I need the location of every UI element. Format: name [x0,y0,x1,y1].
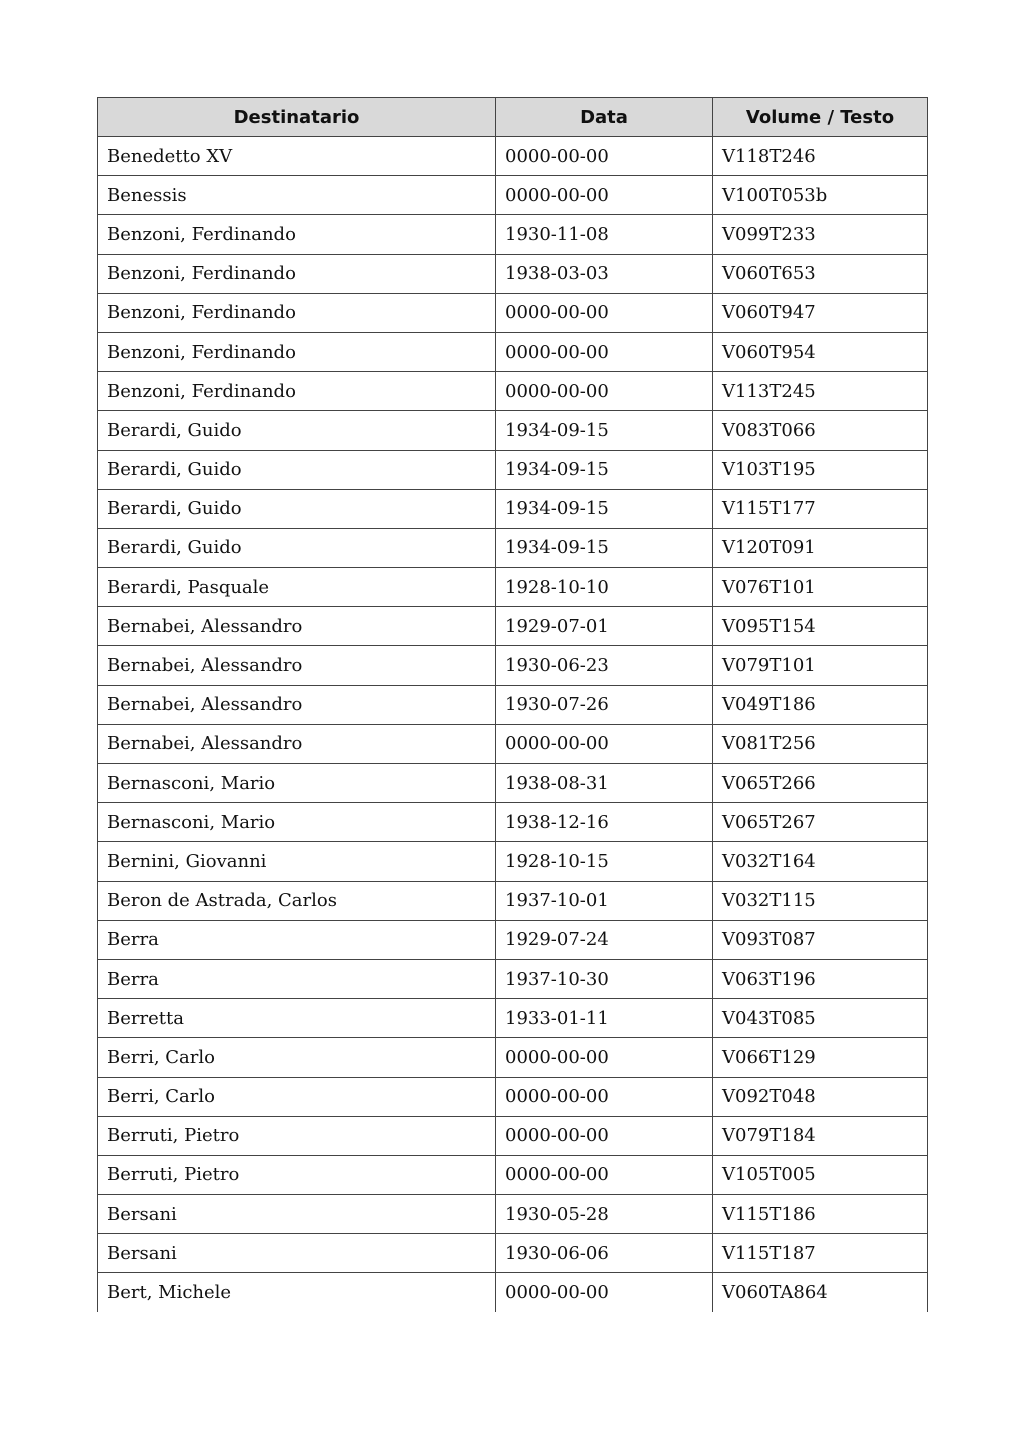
cell-destinatario: Berruti, Pietro [98,1155,496,1194]
cell-volume-testo: V100T053b [713,176,928,215]
cell-destinatario: Benzoni, Ferdinando [98,372,496,411]
cell-destinatario: Berra [98,959,496,998]
cell-data: 0000-00-00 [496,293,713,332]
cell-volume-testo: V118T246 [713,137,928,176]
table-row [98,724,928,763]
cell-destinatario: Berardi, Guido [98,489,496,528]
cell-volume-testo: V099T233 [713,215,928,254]
table-header [98,98,928,137]
table-row [98,450,928,489]
header-destinatario: Destinatario [98,98,496,137]
cell-destinatario: Benzoni, Ferdinando [98,215,496,254]
cell-data: 1930-05-28 [496,1195,713,1234]
cell-volume-testo: V115T186 [713,1195,928,1234]
cell-data: 1928-10-10 [496,568,713,607]
cell-destinatario: Berardi, Guido [98,450,496,489]
table-row [98,1234,928,1273]
cell-destinatario: Bernabei, Alessandro [98,724,496,763]
cell-data: 0000-00-00 [496,372,713,411]
cell-volume-testo: V092T048 [713,1077,928,1116]
cell-destinatario: Berri, Carlo [98,1077,496,1116]
cell-destinatario: Bernasconi, Mario [98,803,496,842]
cell-volume-testo: V079T101 [713,646,928,685]
table-row [98,607,928,646]
cell-volume-testo: V043T085 [713,999,928,1038]
cell-data: 1934-09-15 [496,528,713,567]
cell-data: 1929-07-01 [496,607,713,646]
cell-data: 1928-10-15 [496,842,713,881]
cell-volume-testo: V065T267 [713,803,928,842]
cell-volume-testo: V103T195 [713,450,928,489]
cell-data: 0000-00-00 [496,1116,713,1155]
cell-data: 1934-09-15 [496,489,713,528]
table-row [98,528,928,567]
cell-data: 0000-00-00 [496,1273,713,1312]
cell-destinatario: Benedetto XV [98,137,496,176]
table-row [98,685,928,724]
cell-data: 0000-00-00 [496,724,713,763]
table-row [98,959,928,998]
cell-data: 0000-00-00 [496,1038,713,1077]
cell-volume-testo: V081T256 [713,724,928,763]
cell-destinatario: Berri, Carlo [98,1038,496,1077]
table-row [98,568,928,607]
cell-destinatario: Bernabei, Alessandro [98,607,496,646]
cell-data: 1934-09-15 [496,411,713,450]
cell-destinatario: Berardi, Pasquale [98,568,496,607]
cell-data: 0000-00-00 [496,1077,713,1116]
table-row [98,1077,928,1116]
cell-destinatario: Beron de Astrada, Carlos [98,881,496,920]
cell-destinatario: Bernabei, Alessandro [98,685,496,724]
table-row [98,1116,928,1155]
cell-data: 0000-00-00 [496,1155,713,1194]
table-row [98,842,928,881]
table-row [98,803,928,842]
cell-destinatario: Berra [98,920,496,959]
cell-volume-testo: V095T154 [713,607,928,646]
cell-destinatario: Berardi, Guido [98,411,496,450]
cell-volume-testo: V113T245 [713,372,928,411]
cell-volume-testo: V060T653 [713,254,928,293]
cell-data: 0000-00-00 [496,137,713,176]
table-row [98,411,928,450]
cell-data: 0000-00-00 [496,332,713,371]
cell-data: 1937-10-30 [496,959,713,998]
table-row [98,881,928,920]
header-data: Data [496,98,713,137]
cell-volume-testo: V120T091 [713,528,928,567]
cell-data: 1938-12-16 [496,803,713,842]
cell-volume-testo: V083T066 [713,411,928,450]
table-row [98,920,928,959]
cell-volume-testo: V076T101 [713,568,928,607]
cell-volume-testo: V079T184 [713,1116,928,1155]
cell-volume-testo: V066T129 [713,1038,928,1077]
table-body [98,137,928,1313]
cell-volume-testo: V032T115 [713,881,928,920]
table-row [98,254,928,293]
table-row [98,1155,928,1194]
header-row [98,98,928,137]
table-row [98,215,928,254]
cell-volume-testo: V032T164 [713,842,928,881]
table-row [98,489,928,528]
table-row [98,293,928,332]
table-row [98,137,928,176]
table-row [98,999,928,1038]
cell-destinatario: Bernini, Giovanni [98,842,496,881]
table-row [98,1195,928,1234]
cell-volume-testo: V060TA864 [713,1273,928,1312]
table-row [98,176,928,215]
cell-data: 1930-06-23 [496,646,713,685]
cell-destinatario: Benzoni, Ferdinando [98,254,496,293]
table-row [98,1038,928,1077]
cell-data: 1938-08-31 [496,764,713,803]
table-row [98,646,928,685]
cell-data: 1929-07-24 [496,920,713,959]
letters-table [97,97,928,1312]
cell-data: 1934-09-15 [496,450,713,489]
cell-data: 1930-11-08 [496,215,713,254]
cell-volume-testo: V093T087 [713,920,928,959]
cell-destinatario: Bernasconi, Mario [98,764,496,803]
cell-destinatario: Bernabei, Alessandro [98,646,496,685]
cell-data: 0000-00-00 [496,176,713,215]
table-row [98,1273,928,1312]
cell-data: 1938-03-03 [496,254,713,293]
cell-data: 1937-10-01 [496,881,713,920]
table-row [98,372,928,411]
cell-volume-testo: V065T266 [713,764,928,803]
cell-data: 1933-01-11 [496,999,713,1038]
cell-destinatario: Berardi, Guido [98,528,496,567]
cell-destinatario: Benessis [98,176,496,215]
header-volume-testo: Volume / Testo [713,98,928,137]
cell-volume-testo: V105T005 [713,1155,928,1194]
cell-destinatario: Benzoni, Ferdinando [98,332,496,371]
cell-destinatario: Benzoni, Ferdinando [98,293,496,332]
cell-destinatario: Berruti, Pietro [98,1116,496,1155]
cell-volume-testo: V115T187 [713,1234,928,1273]
table-row [98,332,928,371]
cell-destinatario: Bersani [98,1195,496,1234]
cell-volume-testo: V060T954 [713,332,928,371]
cell-volume-testo: V115T177 [713,489,928,528]
cell-data: 1930-06-06 [496,1234,713,1273]
cell-volume-testo: V049T186 [713,685,928,724]
table-row [98,764,928,803]
cell-volume-testo: V060T947 [713,293,928,332]
cell-destinatario: Berretta [98,999,496,1038]
cell-destinatario: Bersani [98,1234,496,1273]
cell-destinatario: Bert, Michele [98,1273,496,1312]
cell-data: 1930-07-26 [496,685,713,724]
cell-volume-testo: V063T196 [713,959,928,998]
